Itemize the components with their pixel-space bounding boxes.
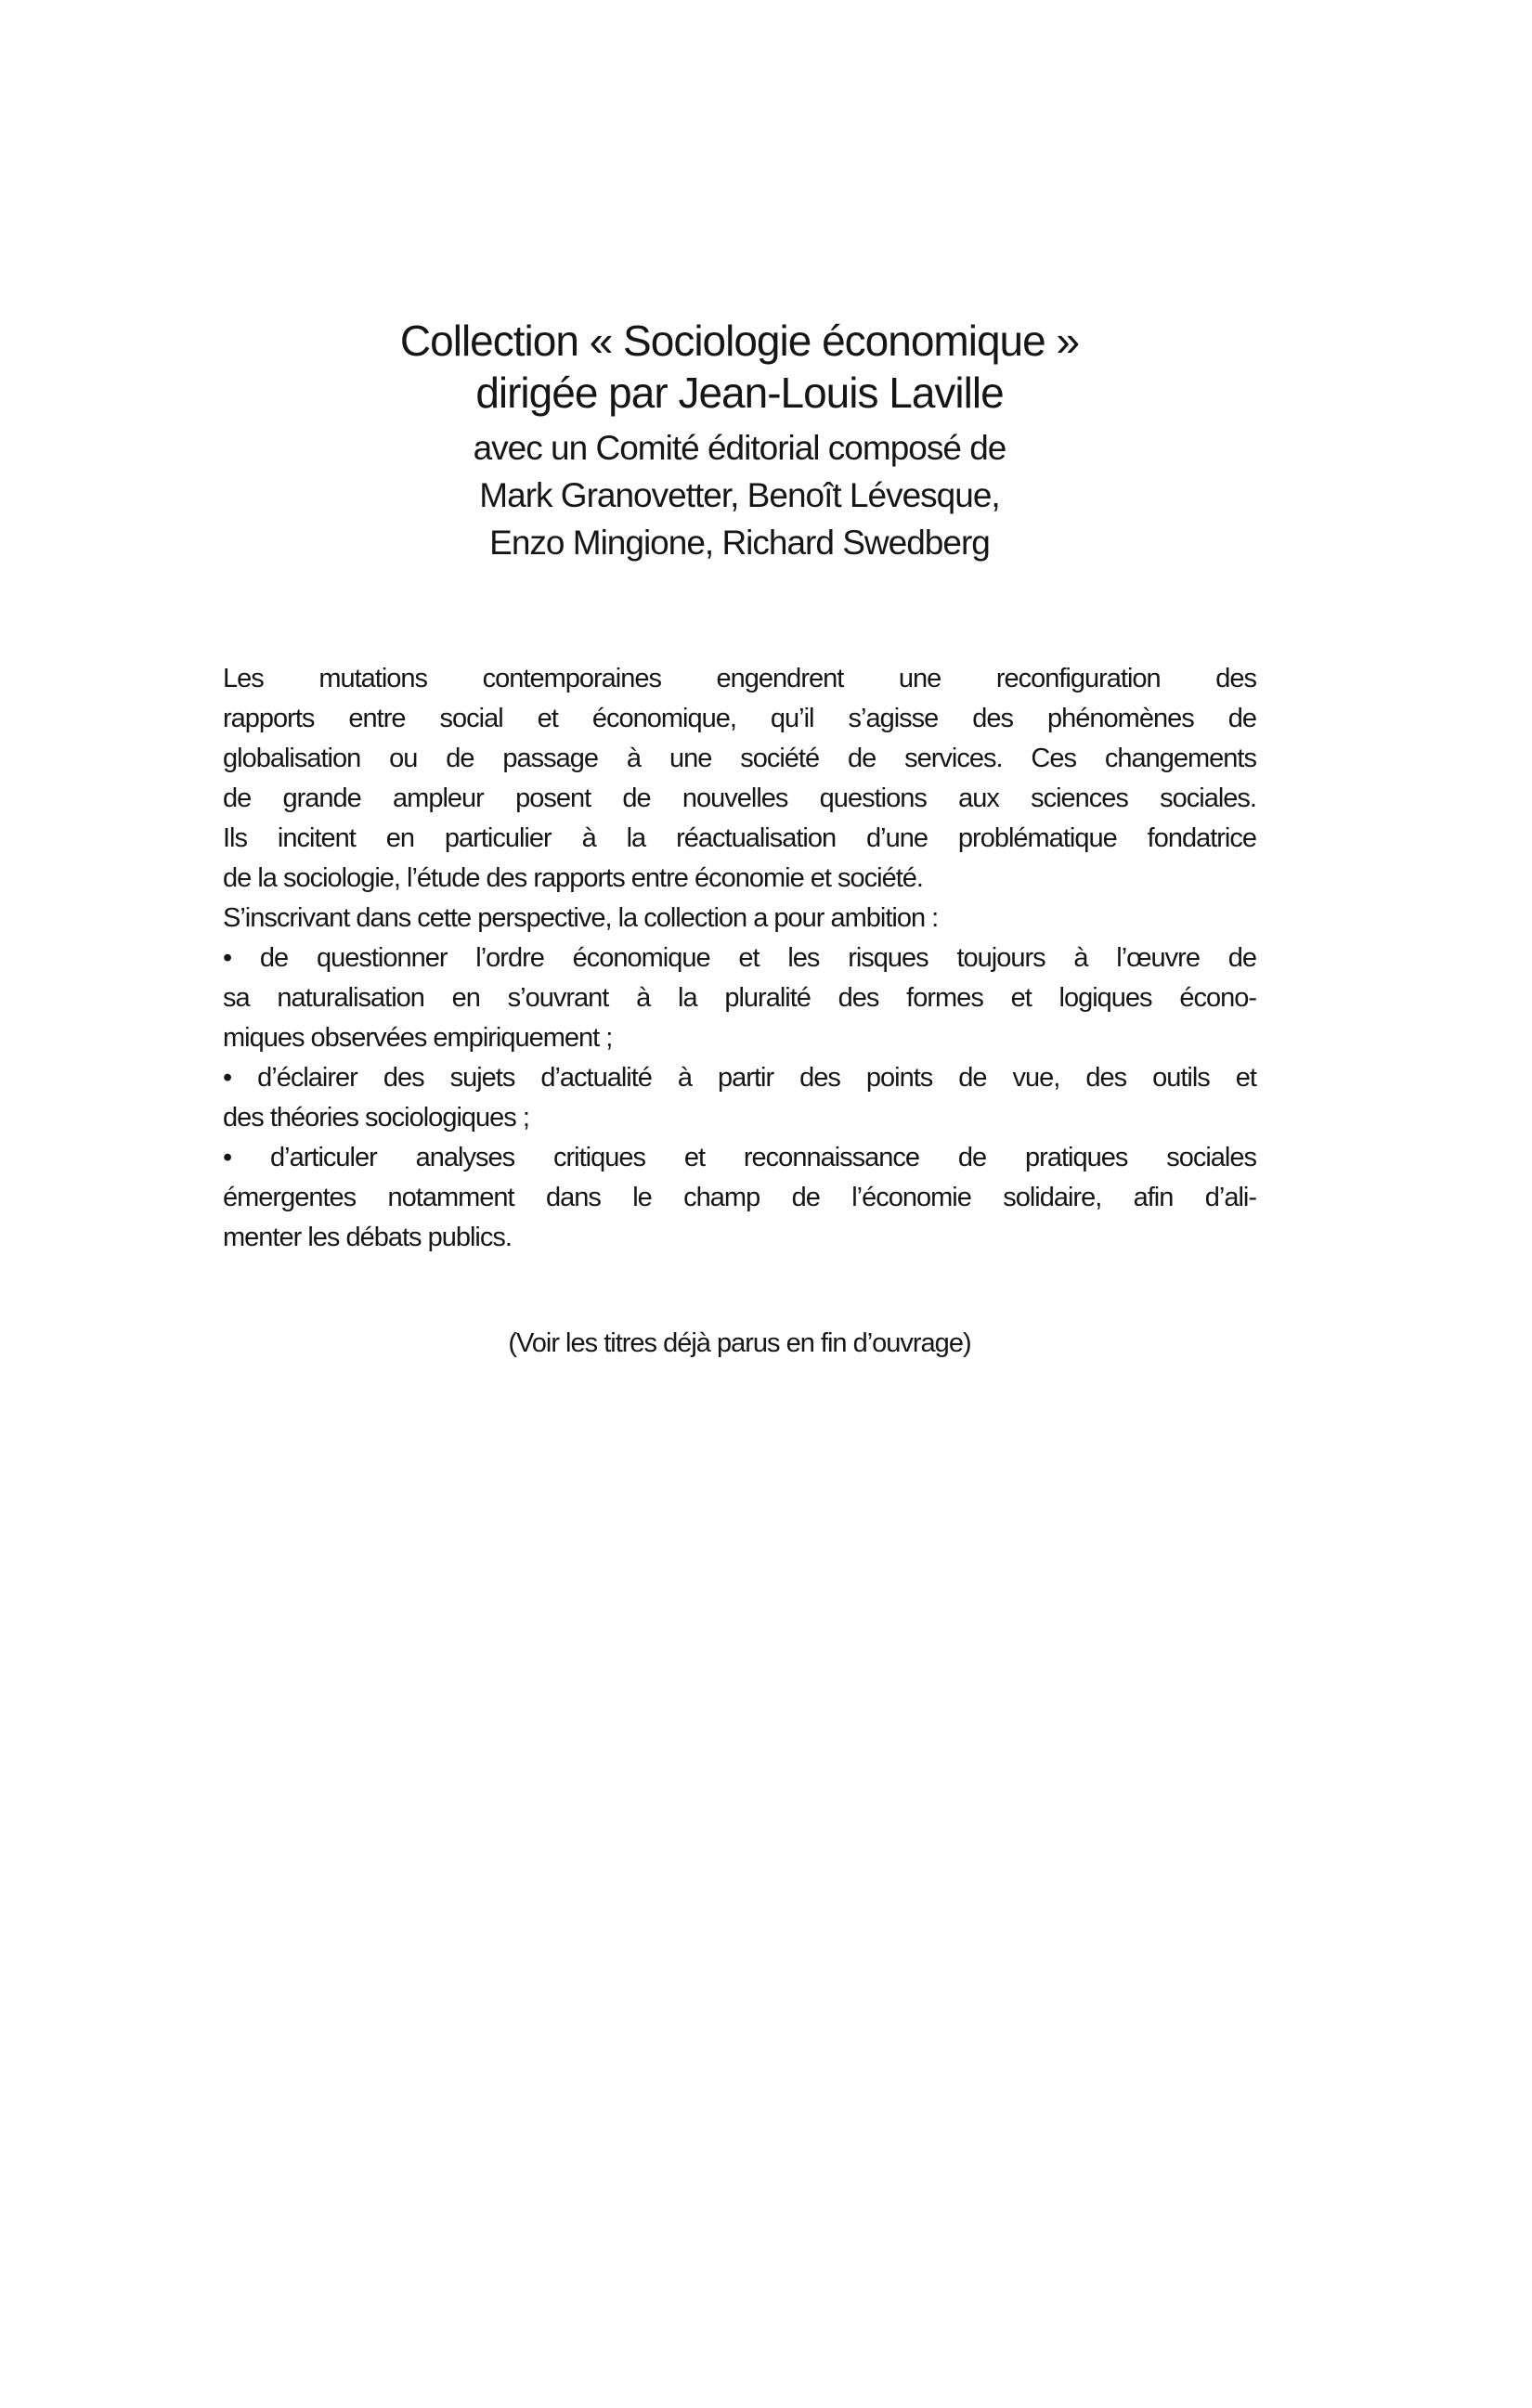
body-line-bullet: • d’éclairer des sujets d’actualité à partir des points de vue, des outils et xyxy=(223,1063,1256,1093)
collection-title-line2: dirigée par Jean-Louis Laville xyxy=(475,369,1004,417)
editorial-committee-line2: Mark Granovetter, Benoît Lévesque, xyxy=(479,476,1000,514)
body-line: globalisation ou de passage à une société de services. Ces changements xyxy=(223,744,1256,773)
editorial-committee-line3: Enzo Mingione, Richard Swedberg xyxy=(489,524,990,562)
collection-header xyxy=(223,315,1256,566)
body-line: de la sociologie, l’étude des rapports entre économie et société. xyxy=(223,863,923,893)
body-line: de grande ampleur posent de nouvelles questions aux sciences sociales. xyxy=(223,783,1256,813)
back-matter-note: (Voir les titres déjà parus en fin d’ouvrage) xyxy=(508,1328,971,1358)
body-line: sa naturalisation en s’ouvrant à la pluralité des formes et logiques écono- xyxy=(223,983,1256,1013)
collection-description xyxy=(223,659,1256,1258)
body-line: des théories sociologiques ; xyxy=(223,1103,529,1133)
body-line: miques observées empiriquement ; xyxy=(223,1023,613,1053)
body-line: rapports entre social et économique, qu’il s’agisse des phénomènes de xyxy=(223,704,1256,733)
body-line-bullet: • de questionner l’ordre économique et les risques toujours à l’œuvre de xyxy=(223,943,1256,973)
body-line: émergentes notamment dans le champ de l’économie solidaire, afin d’ali- xyxy=(223,1183,1256,1212)
body-line: menter les débats publics. xyxy=(223,1223,512,1252)
body-line: Ils incitent en particulier à la réactualisation d’une problématique fondatrice xyxy=(223,823,1256,853)
body-line: Les mutations contemporaines engendrent une reconfiguration des xyxy=(223,664,1256,693)
body-line-bullet: • d’articuler analyses critiques et reconnaissance de pratiques sociales xyxy=(223,1143,1256,1172)
editorial-committee xyxy=(223,424,1256,566)
collection-title-line1: Collection « Sociologie économique » xyxy=(399,317,1080,365)
body-line: S’inscrivant dans cette perspective, la collection a pour ambition : xyxy=(223,903,939,933)
editorial-committee-line1: avec un Comité éditorial composé de xyxy=(473,429,1006,467)
